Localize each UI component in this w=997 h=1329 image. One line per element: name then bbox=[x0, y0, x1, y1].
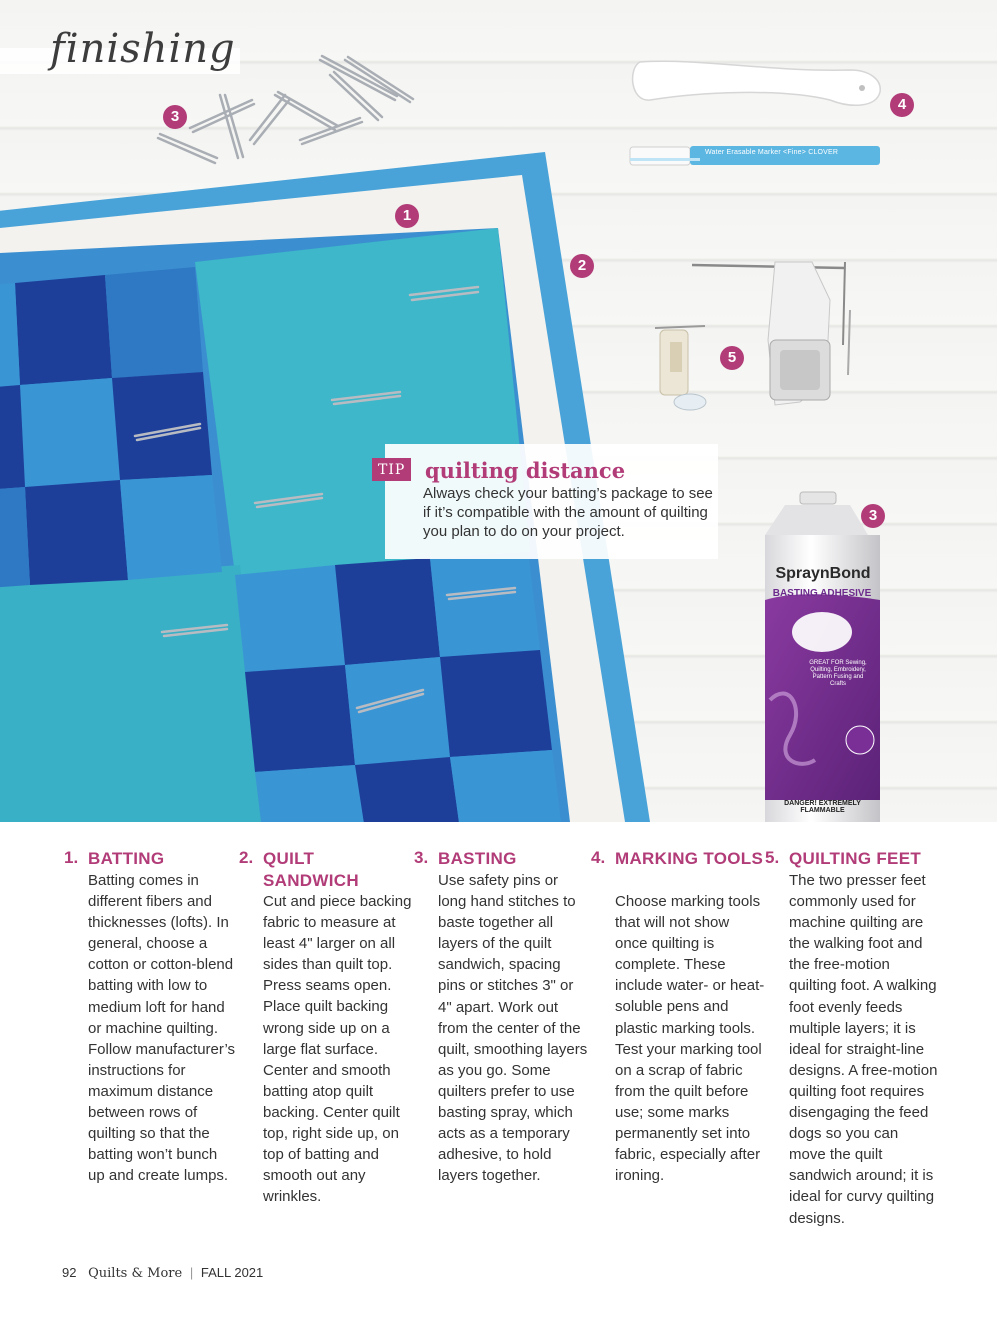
magazine-name: Quilts & More bbox=[88, 1266, 183, 1281]
can-brand: SpraynBond bbox=[775, 565, 871, 582]
tip-box bbox=[378, 444, 718, 559]
basting-spray-can bbox=[765, 492, 880, 822]
callout-badge-1: 1 bbox=[395, 204, 419, 228]
issue-label: FALL 2021 bbox=[200, 1265, 264, 1280]
item-number: 1. bbox=[64, 848, 79, 867]
item-body: Batting comes in different fibers and thicknesses (lofts). In general, choose a cotton or cotton-blend batting with low to medium loft for hand or machine quilting. Follow manufacturer’s instructions for maximum distance between rows of quilting so that the batting won’t bunch up and create lumps. bbox=[88, 872, 236, 1185]
can-subtitle: BASTING ADHESIVE bbox=[772, 588, 872, 599]
callout-badge-2: 2 bbox=[570, 254, 594, 278]
page-footer bbox=[62, 1265, 263, 1281]
item-body: Cut and piece backing fabric to measure at least 4" larger on all sides than quilt top. Press seams open. Place quilt backing wrong side up on a large flat surface. Center and smooth batting atop quilt backing. Center quilt top, right side up, on top of batting and smooth out any wrinkles. bbox=[263, 893, 412, 1206]
tip-tag: TIP bbox=[372, 458, 411, 481]
item-body: Choose marking tools that will not show once quilting is complete. These include water- or heat-soluble pens and plastic marking tools. Test your marking tool on a scrap of fabric from the quilt before use; some marks permanently set into fabric, especially after ironing. bbox=[615, 893, 765, 1185]
free-motion-foot bbox=[655, 326, 706, 410]
item-number: 4. bbox=[591, 848, 606, 867]
page-number: 92 bbox=[62, 1265, 77, 1280]
item-title: QUILTING FEET bbox=[789, 849, 922, 868]
can-great-for: GREAT FOR Sewing, Quilting, Embroidery, Pattern Fusing and Crafts bbox=[809, 660, 867, 687]
tip-body: Always check your batting’s package to see if it’s compatible with the amount of quilting you plan to do on your project. bbox=[423, 485, 713, 540]
item-body: Use safety pins or long hand stitches to baste together all layers of the quilt sandwich, spacing pins or stitches 3" or 4" apart. Work out from the center of the quilt, smoothing layers as you go. Some quilters prefer to use basting spray, which acts as a temporary adhesive, to hold layers together. bbox=[438, 872, 588, 1185]
can-danger-label: DANGER! EXTREMELY FLAMMABLE bbox=[784, 800, 861, 814]
walking-foot bbox=[692, 262, 850, 405]
item-title: BASTING bbox=[438, 849, 517, 868]
plastic-marking-tool bbox=[633, 61, 881, 105]
item-title: QUILT SANDWICH bbox=[263, 849, 359, 890]
callout-badge-5: 5 bbox=[720, 346, 744, 370]
marker-label: Water Erasable Marker <Fine> CLOVER bbox=[705, 149, 839, 156]
footer-separator: | bbox=[189, 1265, 194, 1280]
section-label: finishing bbox=[50, 26, 236, 72]
item-number: 3. bbox=[414, 848, 429, 867]
callout-badge-3-spray: 3 bbox=[861, 504, 885, 528]
item-title: BATTING bbox=[88, 849, 165, 868]
callout-badge-4: 4 bbox=[890, 93, 914, 117]
item-number: 5. bbox=[765, 848, 780, 867]
item-body: The two presser feet commonly used for machine quilting are the walking foot and the free-motion quilting foot. A walking foot evenly feeds multiple layers; it is ideal for straight-line designs. A free-motion quilting foot requires disengaging the feed dogs so you can move the quilt sandwich around; it is ideal for curvy quilting designs. bbox=[789, 872, 938, 1227]
tip-title: quilting distance bbox=[425, 458, 626, 483]
callout-badge-3-pins: 3 bbox=[163, 105, 187, 129]
item-number: 2. bbox=[239, 848, 254, 867]
item-title: MARKING TOOLS bbox=[615, 849, 764, 868]
